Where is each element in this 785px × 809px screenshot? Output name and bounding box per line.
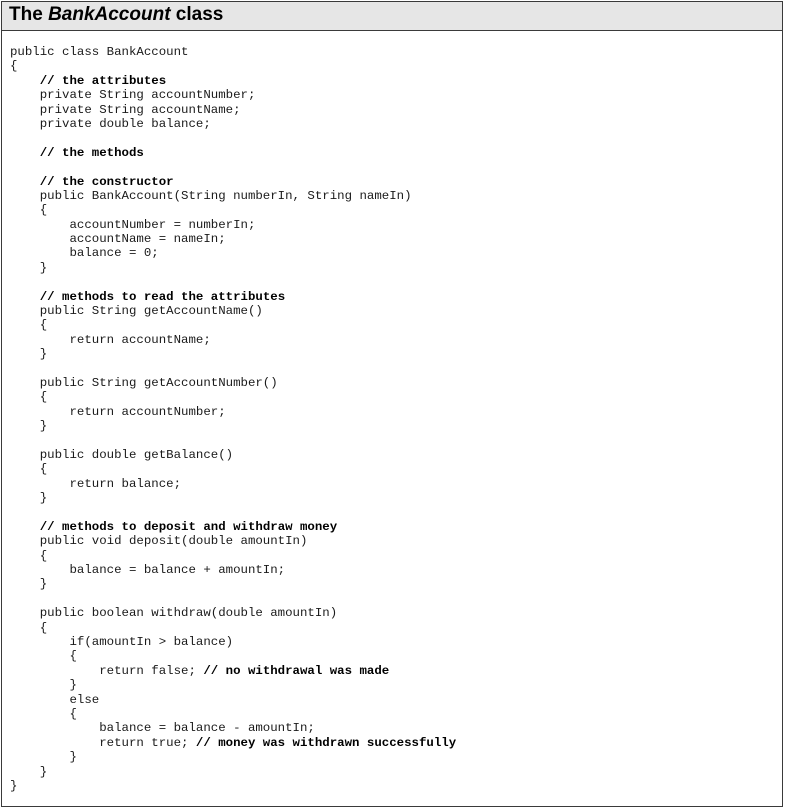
code-text: return true; [10, 735, 196, 750]
code-block [10, 45, 456, 793]
code-text: } [10, 678, 77, 693]
code-line [10, 362, 456, 376]
code-text: public class BankAccount [10, 45, 189, 59]
code-text: } [10, 764, 48, 779]
code-line [10, 218, 456, 232]
code-text: } [10, 491, 48, 506]
code-line [10, 664, 456, 678]
code-comment: // no withdrawal was made [203, 663, 390, 678]
title-class-name: BankAccount [48, 4, 171, 25]
code-line [10, 750, 456, 764]
code-text: accountName = nameIn; [10, 232, 226, 247]
listing-title [2, 2, 782, 31]
code-line [10, 506, 456, 520]
code-line [10, 131, 456, 145]
code-text: } [10, 778, 18, 793]
code-text: return accountNumber; [10, 404, 226, 419]
code-text [10, 175, 40, 189]
code-text: if(amountIn > balance) [10, 635, 234, 650]
code-line [10, 779, 456, 793]
code-comment: // the constructor [39, 174, 174, 189]
code-text: } [10, 260, 48, 275]
code-line [10, 45, 456, 59]
code-text: public boolean withdraw(double amountIn) [10, 606, 338, 621]
code-line [10, 390, 456, 404]
code-line [10, 275, 456, 289]
code-line [10, 117, 456, 131]
code-text: public void deposit(double amountIn) [10, 534, 308, 549]
code-line [10, 736, 456, 750]
code-text: balance = balance + amountIn; [10, 563, 286, 578]
code-text: } [10, 577, 48, 592]
code-line [10, 175, 456, 189]
code-line [10, 347, 456, 361]
code-text: private String accountNumber; [10, 88, 256, 103]
code-text: { [10, 620, 48, 635]
code-comment: // the attributes [39, 73, 167, 88]
code-line [10, 563, 456, 577]
code-line [10, 765, 456, 779]
code-text: public double getBalance() [10, 447, 234, 462]
code-text: private String accountName; [10, 102, 241, 117]
code-text: { [10, 548, 48, 563]
code-comment: // methods to read the attributes [39, 289, 286, 304]
code-comment: // money was withdrawn successfully [195, 735, 457, 750]
title-prefix: The [9, 4, 49, 25]
code-line [10, 520, 456, 534]
code-text: public String getAccountName() [10, 304, 263, 319]
code-text [10, 290, 40, 304]
code-text: { [10, 462, 48, 477]
code-line [10, 232, 456, 246]
code-line [10, 577, 456, 591]
code-comment: // methods to deposit and withdraw money [39, 519, 338, 534]
code-text: { [10, 649, 77, 664]
code-text: return balance; [10, 476, 182, 491]
code-text: { [10, 59, 18, 74]
code-line [10, 74, 456, 88]
code-line [10, 333, 456, 347]
code-line [10, 304, 456, 318]
code-line [10, 189, 456, 203]
code-text: return false; [10, 663, 204, 678]
code-text: balance = 0; [10, 246, 159, 261]
code-text [10, 74, 40, 88]
code-line [10, 146, 456, 160]
code-line [10, 290, 456, 304]
code-line [10, 103, 456, 117]
code-line [10, 707, 456, 721]
code-text: { [10, 390, 48, 405]
code-text: } [10, 750, 77, 765]
code-line [10, 678, 456, 692]
code-line [10, 376, 456, 390]
code-line [10, 606, 456, 620]
code-line [10, 693, 456, 707]
code-text: } [10, 347, 48, 362]
code-line [10, 405, 456, 419]
code-line [10, 721, 456, 735]
code-line [10, 491, 456, 505]
code-text: balance = balance - amountIn; [10, 721, 315, 736]
code-line [10, 592, 456, 606]
code-line [10, 434, 456, 448]
code-line [10, 534, 456, 548]
code-line [10, 160, 456, 174]
code-line [10, 477, 456, 491]
code-line [10, 419, 456, 433]
code-comment: // the methods [39, 145, 144, 160]
title-suffix: class [170, 4, 224, 25]
code-line [10, 261, 456, 275]
code-line [10, 549, 456, 563]
code-line [10, 318, 456, 332]
code-text: accountNumber = numberIn; [10, 217, 256, 232]
code-line [10, 203, 456, 217]
code-text [10, 520, 40, 534]
code-line [10, 59, 456, 73]
code-line [10, 649, 456, 663]
code-text: } [10, 419, 48, 434]
code-listing-box [1, 1, 783, 807]
code-line [10, 462, 456, 476]
code-text: public String getAccountNumber() [10, 375, 278, 390]
code-text: private double balance; [10, 116, 211, 131]
code-text [10, 146, 40, 160]
code-text: { [10, 318, 48, 333]
code-text: { [10, 706, 77, 721]
code-text: return accountName; [10, 332, 211, 347]
code-line [10, 635, 456, 649]
code-line [10, 621, 456, 635]
code-text: public BankAccount(String numberIn, String nameIn) [10, 188, 412, 203]
code-line [10, 88, 456, 102]
code-line [10, 246, 456, 260]
code-text: { [10, 203, 48, 218]
code-line [10, 448, 456, 462]
code-text: else [10, 692, 100, 707]
